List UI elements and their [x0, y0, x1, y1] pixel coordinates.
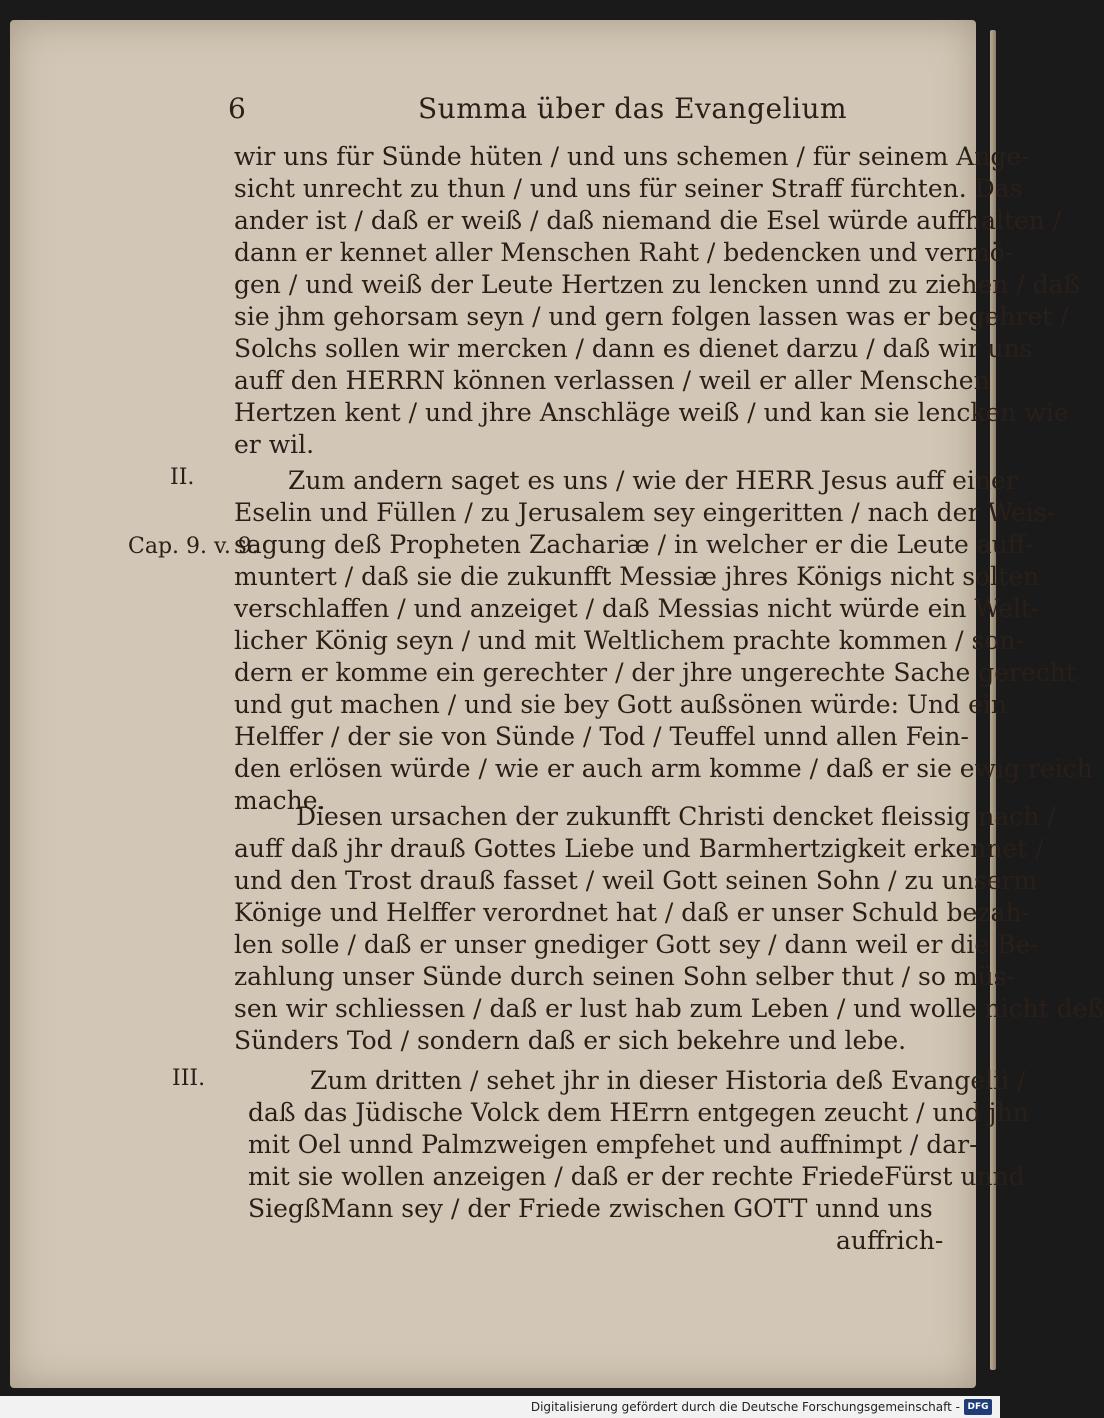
- margin-note-section-2: II.: [170, 465, 195, 490]
- dfg-logo-icon: DFG: [964, 1399, 992, 1415]
- text-line: ander ist / daß er weiß / daß niemand die Esel würde auffhalten /: [234, 206, 1062, 235]
- text-line: licher König seyn / und mit Weltlichem prachte kommen / son-: [234, 626, 1024, 655]
- text-line: zahlung unser Sünde durch seinen Sohn selber thut / so müs-: [234, 962, 1015, 991]
- text-line: Helffer / der sie von Sünde / Tod / Teuffel unnd allen Fein-: [234, 722, 969, 751]
- running-title: Summa über das Evangelium: [418, 92, 848, 125]
- text-line: Diesen ursachen der zukunfft Christi dencket fleissig nach /: [296, 802, 1056, 831]
- catchword: auffrich-: [836, 1226, 944, 1255]
- text-line: auff daß jhr drauß Gottes Liebe und Barmhertzigkeit erkennet /: [234, 834, 1044, 863]
- text-line: und den Trost drauß fasset / weil Gott seinen Sohn / zu unserm: [234, 866, 1038, 895]
- text-line: dern er komme ein gerechter / der jhre ungerechte Sache gerecht: [234, 658, 1076, 687]
- text-line: sie jhm gehorsam seyn / und gern folgen lassen was er begehret /: [234, 302, 1069, 331]
- text-line: Könige und Helffer verordnet hat / daß er unser Schuld bezah-: [234, 898, 1030, 927]
- text-line: Hertzen kent / und jhre Anschläge weiß / und kan sie lencken wie: [234, 398, 1069, 427]
- text-line: Zum dritten / sehet jhr in dieser Historia deß Evangelii /: [310, 1066, 1026, 1095]
- text-line: wir uns für Sünde hüten / und uns schemen / für seinem Ange-: [234, 142, 1030, 171]
- text-line: Eselin und Füllen / zu Jerusalem sey eingeritten / nach der Weis-: [234, 498, 1056, 527]
- text-line: auff den HERRN können verlassen / weil er aller Menschen: [234, 366, 990, 395]
- text-line: sicht unrecht zu thun / und uns für seiner Straff fürchten. Das: [234, 174, 1023, 203]
- text-line: mit Oel unnd Palmzweigen empfehet und auffnimpt / dar-: [248, 1130, 978, 1159]
- margin-note-section-3: III.: [172, 1066, 206, 1091]
- funding-note: Digitalisierung gefördert durch die Deutsche Forschungsgemeinschaft -: [530, 1400, 960, 1414]
- text-line: und gut machen / und sie bey Gott außsönen würde: Und ein: [234, 690, 1007, 719]
- text-line: Solchs sollen wir mercken / dann es dienet darzu / daß wir uns: [234, 334, 1033, 363]
- text-line: sagung deß Propheten Zachariæ / in welcher er die Leute auff-: [234, 530, 1034, 559]
- text-line: mache.: [234, 786, 326, 815]
- text-line: er wil.: [234, 430, 315, 459]
- text-line: muntert / daß sie die zukunfft Messiæ jhres Königs nicht solten: [234, 562, 1040, 591]
- footer-bar: [0, 1396, 1000, 1418]
- text-line: verschlaffen / und anzeiget / daß Messias nicht würde ein Welt-: [234, 594, 1040, 623]
- text-line: SiegßMann sey / der Friede zwischen GOTT unnd uns: [248, 1194, 933, 1223]
- text-line: Zum andern saget es uns / wie der HERR Jesus auff einer: [288, 466, 1018, 495]
- text-line: gen / und weiß der Leute Hertzen zu lencken unnd zu ziehen / daß: [234, 270, 1081, 299]
- text-line: den erlösen würde / wie er auch arm komme / daß er sie ewig reich: [234, 754, 1093, 783]
- margin-note-citation: Cap. 9. v. 9.: [128, 534, 259, 559]
- text-line: daß das Jüdische Volck dem HErrn entgegen zeucht / und jhn: [248, 1098, 1029, 1127]
- text-line: sen wir schliessen / daß er lust hab zum Leben / und wolle nicht deß: [234, 994, 1104, 1023]
- text-line: mit sie wollen anzeigen / daß er der rechte FriedeFürst unnd: [248, 1162, 1025, 1191]
- text-line: len solle / daß er unser gnediger Gott sey / dann weil er die Be-: [234, 930, 1039, 959]
- text-line: dann er kennet aller Menschen Raht / bedencken und vermö-: [234, 238, 1014, 267]
- text-line: Sünders Tod / sondern daß er sich bekehre und lebe.: [234, 1026, 907, 1055]
- page-number: 6: [228, 92, 246, 125]
